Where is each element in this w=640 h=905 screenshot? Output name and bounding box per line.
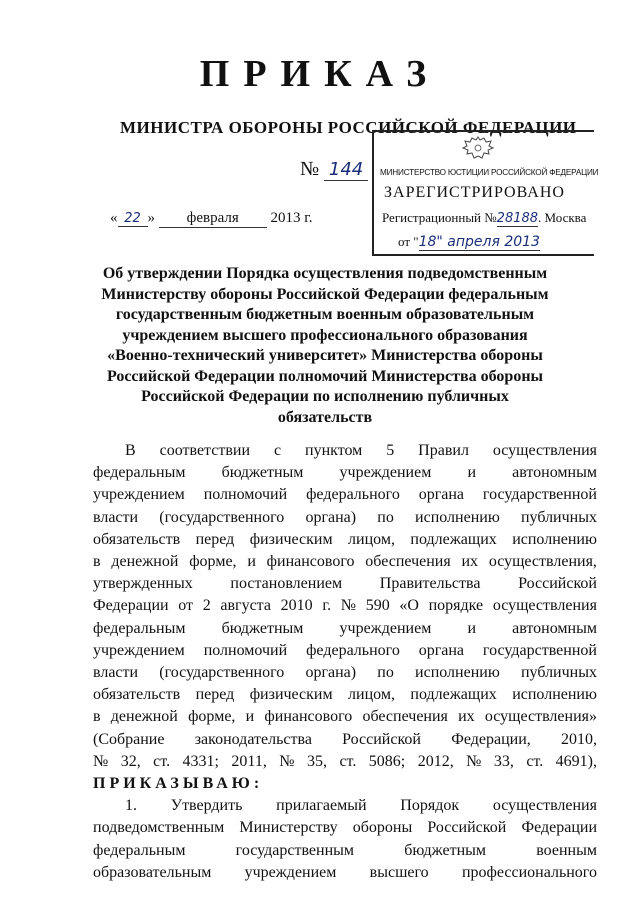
- body-word: г.: [322, 597, 332, 615]
- order-command-word: ПРИКАЗЫВАЮ:: [93, 775, 264, 793]
- date-year: 2013 г.: [270, 210, 313, 226]
- body-word: соответствии: [159, 442, 251, 459]
- body-word: законодательства: [194, 730, 312, 748]
- body-word: 2010: [280, 597, 313, 615]
- body-word: федеральным: [93, 841, 186, 859]
- body-word: лицом,: [348, 686, 395, 704]
- body-word: государственным: [235, 841, 355, 859]
- body-word: Федерации: [521, 819, 597, 837]
- body-word: профессионального: [461, 863, 597, 881]
- subject-line: государственным бюджетным военным образовательным: [115, 306, 535, 323]
- subject-line: Российской Федерации полномочий Министерства обороны: [106, 367, 544, 385]
- body-word: обязательств: [93, 530, 181, 548]
- subject-line: Российской Федерации по исполнению публичных: [141, 388, 509, 405]
- date-open-quote: «: [110, 210, 118, 226]
- stamp-date-line: [398, 234, 540, 250]
- body-word: Министерству: [239, 819, 338, 837]
- body-word: Российской: [342, 730, 421, 748]
- body-line: [93, 773, 597, 795]
- body-word: осуществления: [492, 597, 597, 615]
- body-word: обеспечения: [362, 708, 448, 726]
- body-word: органа): [305, 664, 357, 682]
- body-word: 5086;: [368, 752, 406, 770]
- body-line: [93, 640, 597, 662]
- body-word: финансового: [266, 553, 355, 571]
- order-number: [300, 158, 368, 181]
- body-line: [93, 551, 597, 573]
- body-word: бюджетным: [221, 619, 304, 637]
- body-word: Федерации: [93, 597, 169, 615]
- body-word: осуществления»: [484, 708, 597, 726]
- body-word: августа: [220, 597, 271, 615]
- body-word: их: [461, 553, 479, 571]
- ministry-heading: МИНИСТРА ОБОРОНЫ РОССИЙСКОЙ ФЕДЕРАЦИИ: [120, 118, 577, 137]
- body-word: военным: [536, 841, 597, 859]
- body-line: [93, 706, 597, 728]
- body-word: Порядок: [400, 797, 460, 815]
- body-word: в: [93, 708, 101, 726]
- body-word: №: [466, 752, 482, 770]
- subject-line: учреждением высшего профессионального образования: [122, 326, 528, 344]
- body-word: обороны: [352, 819, 413, 837]
- body-word: обеспечения: [365, 553, 451, 571]
- body-word: (государственного: [159, 664, 285, 682]
- body-word: высшего: [369, 863, 429, 881]
- body-word: бюджетным: [221, 464, 304, 482]
- document-title: ПРИКАЗ: [199, 53, 441, 95]
- stamp-reg-city: Москва: [544, 210, 587, 225]
- stamp-reg-label: Регистрационный №: [382, 210, 497, 225]
- body-word: Российской: [427, 819, 507, 837]
- body-word: 2011,: [231, 752, 267, 770]
- body-line: [93, 751, 597, 773]
- body-word: 1.: [125, 797, 137, 815]
- body-word: и: [467, 464, 476, 482]
- body-word: от: [178, 597, 194, 615]
- body-word: В: [125, 442, 136, 459]
- body-word: (государственного: [159, 508, 285, 526]
- body-line: [93, 795, 597, 817]
- body-word: полномочий: [203, 486, 288, 504]
- body-word: №: [93, 752, 109, 770]
- body-word: постановлением: [230, 575, 343, 593]
- body-word: осуществления: [492, 797, 597, 815]
- body-word: федерального: [306, 641, 400, 659]
- body-word: в: [93, 553, 101, 571]
- body-word: публичных: [520, 664, 597, 682]
- body-word: Федерации,: [451, 730, 531, 748]
- body-word: полномочий: [203, 641, 288, 659]
- body-line: [93, 618, 597, 640]
- body-word: утвержденных: [93, 575, 193, 593]
- body-line: [93, 462, 597, 484]
- subject-line: «Военно-технический университет» Министерства обороны: [107, 347, 543, 364]
- date-close-quote: »: [147, 210, 155, 226]
- body-word: федеральным: [93, 464, 186, 482]
- body-word: перед: [195, 686, 235, 704]
- body-word: форме,: [189, 553, 237, 571]
- body-word: органа: [418, 486, 465, 504]
- subject-line: Об утверждении Порядка осуществления подведомственным: [102, 265, 548, 282]
- body-word: физическим: [249, 530, 333, 548]
- body-word: Правил: [418, 442, 469, 459]
- body-line: [93, 662, 597, 684]
- body-word: 4331;: [182, 752, 219, 770]
- body-word: федерального: [306, 486, 400, 504]
- body-word: обязательств: [93, 686, 181, 704]
- body-word: денежной: [111, 553, 179, 571]
- date-month: февраля: [159, 210, 267, 228]
- body-word: и: [467, 619, 476, 637]
- body-word: №: [340, 597, 357, 615]
- subject-line: Министерству обороны Российской Федерации федеральным: [101, 285, 549, 303]
- body-word: власти: [93, 508, 139, 526]
- body-word: государственной: [482, 486, 597, 504]
- body-word: ст.: [339, 752, 357, 770]
- body-word: учреждением: [93, 641, 185, 659]
- body-word: органа): [305, 508, 357, 526]
- body-word: перед: [195, 530, 235, 548]
- body-word: (Собрание: [93, 730, 165, 748]
- body-line: [93, 529, 597, 551]
- body-word: порядке: [428, 597, 484, 615]
- order-date: [110, 210, 312, 228]
- stamp-ministry-heading: МИНИСТЕРСТВО ЮСТИЦИИ РОССИЙСКОЙ ФЕДЕРАЦИИ: [380, 168, 599, 177]
- body-word: органа: [418, 641, 465, 659]
- body-line: [93, 684, 597, 706]
- body-word: публичных: [520, 508, 597, 526]
- body-word: Правительства: [379, 575, 481, 593]
- body-word: лицом,: [348, 530, 395, 548]
- body-word: ст.: [153, 752, 171, 770]
- body-word: автономным: [512, 619, 597, 637]
- body-word: исполнению: [512, 686, 597, 704]
- stamp-reg-number: 28188: [496, 211, 539, 226]
- body-word: учреждением: [339, 464, 432, 482]
- body-word: форме,: [188, 708, 236, 726]
- body-word: ст.: [526, 752, 544, 770]
- body-word: и: [247, 553, 256, 571]
- body-word: подлежащих: [410, 530, 497, 548]
- subject-line: обязательств: [277, 408, 373, 426]
- registration-stamp: [372, 130, 599, 256]
- body-word: федеральным: [93, 619, 186, 637]
- body-word: финансового: [264, 708, 353, 726]
- body-line: [93, 595, 597, 617]
- body-line: [93, 507, 597, 529]
- stamp-registered: ЗАРЕГИСТРИРОВАНО: [384, 184, 565, 201]
- body-word: Российской: [518, 575, 597, 593]
- body-word: 33,: [493, 752, 514, 770]
- body-word: 35,: [307, 752, 327, 770]
- body-word: власти: [93, 664, 139, 682]
- body-word: исполнению: [415, 664, 500, 682]
- body-word: исполнению: [512, 530, 597, 548]
- body-word: подведомственным: [93, 819, 225, 837]
- body-word: учреждением: [93, 486, 185, 504]
- body-word: образовательным: [93, 863, 212, 881]
- eagle-emblem-icon: [458, 134, 498, 162]
- stamp-date-value: 18" апреля 2013: [418, 234, 540, 250]
- body-word: осуществления: [492, 442, 597, 459]
- order-subject: [90, 264, 560, 428]
- date-day: 22: [118, 211, 148, 227]
- body-word: №: [279, 752, 295, 770]
- body-word: «О: [399, 597, 419, 615]
- body-word: по: [377, 664, 394, 682]
- body-word: Утвердить: [170, 797, 243, 815]
- body-word: учреждением: [339, 619, 432, 637]
- body-word: пунктом: [305, 442, 363, 459]
- body-line: [93, 840, 597, 862]
- stamp-date-prefix: от ": [398, 234, 419, 249]
- body-word: 2012,: [417, 752, 454, 770]
- body-word: бюджетным: [404, 841, 487, 859]
- number-value: 144: [324, 159, 368, 181]
- body-word: учреждением: [244, 863, 337, 881]
- body-line: [93, 484, 597, 506]
- body-word: 5: [386, 442, 395, 459]
- stamp-reg-number-line: Регистрационный №28188. Москва: [382, 210, 587, 226]
- body-word: 4691),: [555, 752, 597, 770]
- body-line: [93, 729, 597, 751]
- body-word: государственной: [482, 641, 597, 659]
- body-word: их: [458, 708, 475, 726]
- body-word: осуществления,: [488, 553, 597, 571]
- body-word: 2: [202, 597, 211, 615]
- body-word: с: [273, 442, 282, 459]
- body-line: [93, 862, 597, 884]
- body-word: денежной: [110, 708, 178, 726]
- body-word: по: [377, 508, 394, 526]
- body-word: 2010,: [561, 730, 597, 748]
- order-body: [93, 440, 597, 884]
- body-line: [93, 817, 597, 839]
- number-prefix: №: [300, 158, 320, 180]
- body-word: исполнению: [415, 508, 500, 526]
- body-line: [93, 573, 597, 595]
- body-word: 590: [365, 597, 390, 615]
- body-line: [93, 440, 597, 462]
- body-word: подлежащих: [410, 686, 497, 704]
- body-word: 32,: [120, 752, 141, 770]
- body-word: и: [245, 708, 255, 726]
- body-word: физическим: [249, 686, 333, 704]
- body-word: прилагаемый: [276, 797, 367, 815]
- body-word: автономным: [512, 464, 597, 482]
